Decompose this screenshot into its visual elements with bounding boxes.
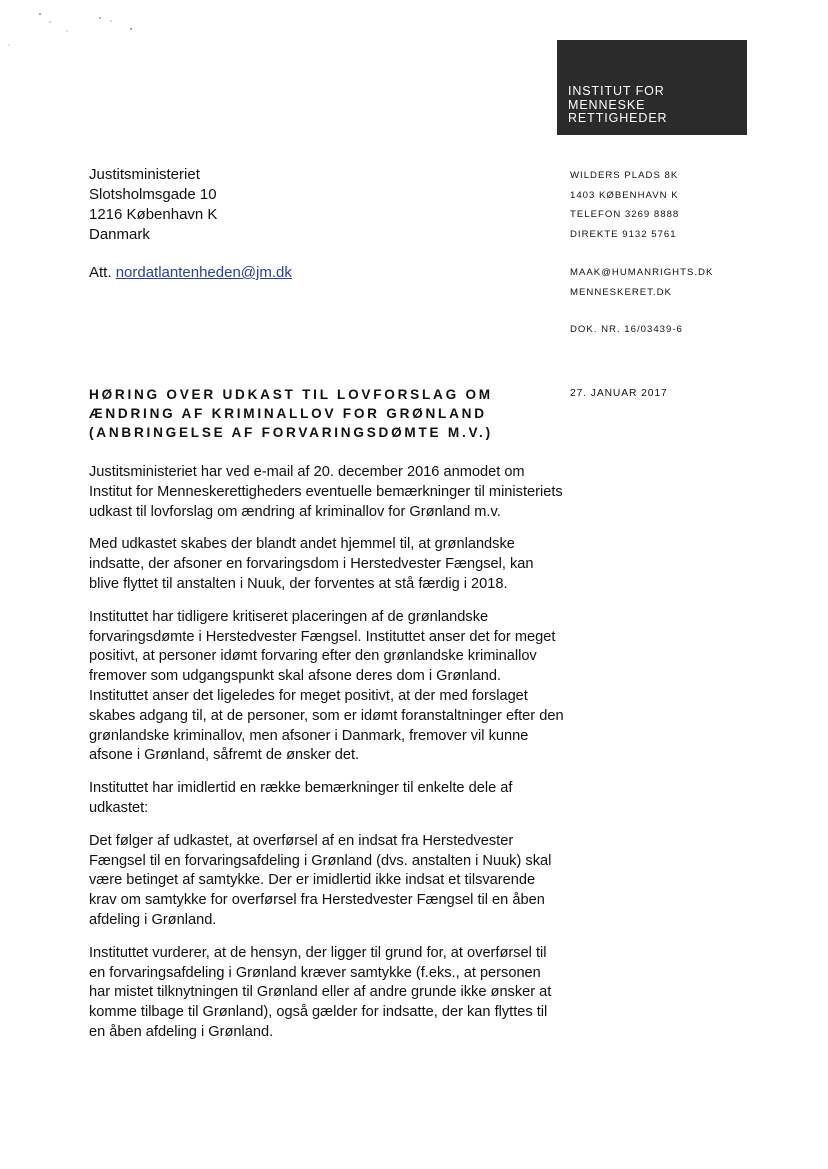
body-paragraph: Med udkastet skabes der blandt andet hjemmel til, at grønlandske indsatte, der afsoner en forvaringsdom i Herstedvester Fængsel, kan blive flyttet til anstalten i Nuuk, der forventes at stå færdig i 2018. — [89, 536, 534, 592]
recipient-line: Danmark — [89, 226, 150, 243]
logo-line: MENNESKE — [568, 97, 646, 112]
scan-specks — [0, 0, 160, 60]
institute-logo — [557, 40, 747, 135]
logo-line: RETTIGHEDER — [568, 111, 668, 125]
sender-direct-line: DIREKTE 9132 5761 — [570, 228, 677, 240]
body-paragraph: Instituttet har imidlertid en række bemærkninger til enkelte dele af udkastet: — [89, 780, 513, 816]
attention-line — [89, 263, 292, 283]
sender-website: MENNESKERET.DK — [570, 286, 672, 298]
heading-line: HØRING OVER UDKAST TIL LOVFORSLAG OM — [89, 387, 493, 402]
attention-email-link[interactable]: nordatlantenheden@jm.dk — [115, 264, 292, 281]
body-paragraph: Instituttet vurderer, at de hensyn, der ligger til grund for, at overførsel til en forvaringsafdeling i Grønland kræver samtykke (f.eks., at personen har mistet tilknytningen til Grønland eller af andre grunde ikke ønsker at komme tilbage til Grønland), også gælder for indsatte, der kan flyttes til en åben afdeling i Grønland. — [89, 944, 552, 1040]
body-paragraph: Instituttet har tidligere kritiseret placeringen af de grønlandske forvaringsdømte i Herstedvester Fængsel. Instituttet anser det for meget positivt, at personer idømt forvaring efter den grønlandske kriminallov fremover som udgangspunkt skal afsone deres dom i Grønland. Instituttet anser det ligeledes for meget positivt, at der med forslaget skabes adgang til, at de personer, som er idømt foranstaltninger efter den grønlandske kriminallov, men afsoner i Danmark, fremover vil kunne afsone i Grønland, såfremt de ønsker det. — [89, 608, 564, 764]
body-paragraph: Justitsministeriet har ved e-mail af 20. december 2016 anmodet om Institut for Menneskerettigheders eventuelle bemærkninger til ministeriets udkast til lovforslag om ændring af kriminallov for Grønland m.v. — [89, 464, 563, 520]
heading-line: (ANBRINGELSE AF FORVARINGSDØMTE M.V.) — [89, 425, 493, 440]
recipient-line: 1216 København K — [89, 206, 218, 223]
recipient-address — [89, 165, 217, 245]
sender-contact-block — [570, 166, 713, 339]
recipient-line: Slotsholmsgade 10 — [89, 186, 217, 203]
letter-date: 27. JANUAR 2017 — [570, 388, 668, 399]
sender-address-line: WILDERS PLADS 8K — [570, 170, 679, 181]
logo-line: INSTITUT FOR — [568, 84, 665, 98]
letter-heading — [89, 385, 493, 442]
sender-address-line: 1403 KØBENHAVN K — [570, 189, 679, 201]
letter-body — [89, 463, 564, 1056]
body-paragraph: Det følger af udkastet, at overførsel af en indsat fra Herstedvester Fængsel til en forvaringsafdeling i Grønland (dvs. anstalten i Nuuk) skal være betinget af samtykke. Der er imidlertid ikke indsat et tilsvarende krav om samtykke for overførsel fra Herstedvester Fængsel til en åben afdeling i Grønland. — [89, 832, 552, 928]
recipient-line: Justitsministeriet — [89, 166, 200, 183]
document-number: DOK. NR. 16/03439-6 — [570, 323, 683, 335]
sender-email: MAAK@HUMANRIGHTS.DK — [570, 267, 714, 279]
sender-phone-line: TELEFON 3269 8888 — [570, 209, 680, 221]
attention-prefix: Att. — [89, 264, 112, 281]
heading-line: ÆNDRING AF KRIMINALLOV FOR GRØNLAND — [89, 406, 487, 421]
